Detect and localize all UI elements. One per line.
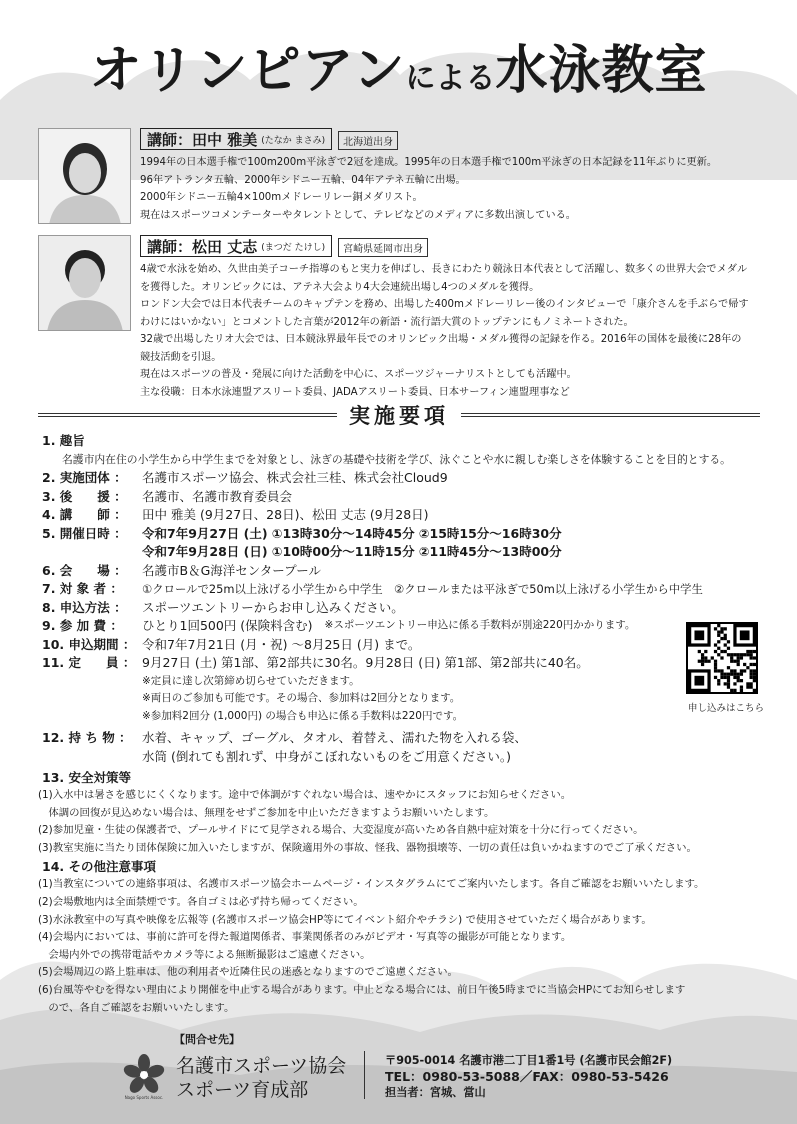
safety-heading: 13. 安全対策等 <box>42 770 131 785</box>
detail-label: 3. 後 援 ： <box>42 488 127 504</box>
detail-label: 1. 趣旨 <box>42 433 85 448</box>
detail-label: 4. 講 師 ： <box>42 507 127 522</box>
contact-block <box>120 1031 720 1111</box>
detail-label: 10. 申込期間 ： <box>42 636 136 652</box>
detail-label <box>42 543 142 562</box>
other-line: (1)当教室についての連絡事項は、名護市スポーツ協会ホームページ・インスタグラムにてご案内いたします。各自ご確認をお願いいたします。 <box>38 878 705 891</box>
contact-staff: 担当者：宮城、當山 <box>385 1086 486 1099</box>
contact-department: スポーツ育成部 <box>176 1079 309 1101</box>
svg-text:Nago Sports Assoc.: Nago Sports Assoc. <box>124 1095 164 1100</box>
bio-line: 現在はスポーツコメンテーターやタレントとして、テレビなどのメディアに多数出演している。 <box>140 209 576 221</box>
detail-value: ひとり1回500円 (保険料含む) <box>142 618 313 633</box>
detail-value: スポーツエントリーからお申し込みください。 <box>142 599 404 615</box>
detail-value: 令和7年9月28日 (日) ①10時00分～11時15分 ②11時45分～13時00分 <box>142 544 562 559</box>
instructor-name-box <box>140 128 332 150</box>
safety-line: (1)入水中は暑さを感じにくくなります。途中で体調がすぐれない場合は、速やかにスタッフにお知らせください。 <box>38 789 572 801</box>
bio-line: 96年アトランタ五輪、2000年シドニー五輪、04年アテネ五輪に出場。 <box>140 174 466 186</box>
capacity-note: ※定員に達し次第締め切らせていただきます。 <box>142 674 360 687</box>
instructor-photo <box>38 128 131 224</box>
section-heading <box>38 403 760 427</box>
other-line: (3)水泳教室中の写真や映像を広報等 (名護市スポーツ協会HP等にてイベント紹介やチラシ) で使用させていただく場合があります。 <box>38 913 652 926</box>
contact-details <box>385 1053 672 1101</box>
heading-rule-right <box>461 413 760 417</box>
contact-tag: 【問合せ先】 <box>174 1033 240 1046</box>
detail-row <box>42 562 772 581</box>
fee-note: ※スポーツエントリー申込に係る手数料が別途220円かかります。 <box>324 619 636 631</box>
detail-value: 水着、キャップ、ゴーグル、タオル、着替え、濡れた物を入れる袋、 <box>142 730 527 745</box>
detail-row <box>42 506 772 525</box>
detail-row <box>42 469 772 488</box>
instructor-kana: (たなか まさみ) <box>261 135 326 146</box>
detail-label: 8. 申込方法 ： <box>42 599 127 615</box>
capacity-note: ※両日のご参加も可能です。その場合、参加料は2回分となります。 <box>142 692 461 704</box>
details-list <box>42 432 772 766</box>
bio-line: 競技活動を引退。 <box>140 351 222 363</box>
detail-row <box>42 488 772 507</box>
detail-value: ①クロールで25m以上泳げる小学生から中学生 ②クロールまたは平泳ぎで50m以上泳げる小学生から中学生 <box>142 582 703 596</box>
other-line: (6)台風等やむを得ない理由により開催を中止する場合があります。中止となる場合には、前日午後5時までに当協会HPにてお知らせします <box>38 983 686 996</box>
other-line: 会場内外での携帯電話やカメラ等による無断撮影はご遠慮ください。 <box>38 948 371 961</box>
bio-line: 1994年の日本選手権で100m200m平泳ぎで2冠を達成。1995年の日本選手権で100m平泳ぎの日本記録を11年ぶりに更新。 <box>140 157 718 168</box>
capacity-notes <box>42 673 772 726</box>
detail-value: 名護市スポーツ協会、株式会社三桂、株式会社Cloud9 <box>142 470 448 485</box>
bio-line: 32歳で出場したリオ大会では、日本競泳界最年長でのオリンピック出場・メダル獲得の記録を作る。2016年の国体を最後に28年の <box>140 334 742 345</box>
bio-line: 2000年シドニー五輪4×100mメドレーリレー銅メダリスト。 <box>140 192 423 203</box>
detail-row <box>42 748 772 767</box>
title-main1: オリンピアン <box>89 41 406 101</box>
safety-line: (3)教室実施に当たり団体保険に加入いたしますが、保険適用外の事故、怪我、器物損壊等、一切の責任は負いかねますのでご了承ください。 <box>38 841 697 854</box>
instructor-origin: 宮崎県延岡市出身 <box>338 238 428 257</box>
detail-row <box>42 599 772 618</box>
bio-line: ロンドン大会では日本代表チームのキャプテンを務め、出場した400mメドレーリレー後のインタビューで「康介さんを手ぶらで帰す <box>140 299 749 310</box>
detail-row <box>42 729 772 748</box>
instructor-name: 講師：田中 雅美 <box>147 130 258 149</box>
notes-section <box>38 768 768 1017</box>
detail-label: 7. 対 象 者 ： <box>42 581 123 596</box>
detail-value: 名護市内在住の小学生から中学生までを対象とし、泳ぎの基礎や技術を学び、泳ぐことや水に親しむ楽しさを体験することを目的とする。 <box>62 452 731 466</box>
detail-value: 水筒 (倒れても割れず、中身がこぼれないものをご用意ください。) <box>142 748 511 764</box>
detail-label: 11. 定 員 ： <box>42 655 136 670</box>
detail-label: 12. 持 ち 物 ： <box>42 730 132 745</box>
detail-value: 令和7年9月27日 (土) ①13時30分～14時45分 ②15時15分～16時30分 <box>142 525 562 541</box>
instructor-bio <box>140 261 770 401</box>
section-title: 実施要項 <box>349 404 449 428</box>
title-connector: による <box>405 61 496 96</box>
capacity-note: ※参加料2回分 (1,000円) の場合も申込に係る手数料は220円です。 <box>142 709 464 722</box>
flyer-title <box>0 28 797 103</box>
detail-row <box>42 636 772 655</box>
bio-line: 主な役職：日本水泳連盟アスリート委員、JADAアスリート委員、日本サーフィン連盟理事など <box>140 386 570 398</box>
detail-value: 令和7年7月21日 (月・祝) ～8月25日 (月) まで。 <box>142 636 421 652</box>
detail-row <box>42 617 772 636</box>
qr-code[interactable] <box>686 622 758 694</box>
safety-line: (2)参加児童・生徒の保護者で、プールサイドにて見学される場合、大変湿度が高いため各自熱中症対策を十分に行ってください。 <box>38 824 644 837</box>
bio-line: 現在はスポーツの普及・発展に向けた活動を中心に、スポーツジャーナリストとしても活躍中。 <box>140 369 577 380</box>
detail-row <box>42 451 772 470</box>
contact-address: 〒905-0014 名護市港二丁目1番1号 (名護市民会館2F) <box>385 1054 673 1067</box>
heading-rule-left <box>38 413 337 417</box>
detail-value: 名護市B＆G海洋センタープール <box>142 562 322 578</box>
contact-phone: TEL：0980-53-5088／FAX：0980-53-5426 <box>385 1069 669 1084</box>
detail-label: 9. 参 加 費 ： <box>42 618 123 633</box>
contact-org: 名護市スポーツ協会 <box>176 1055 347 1077</box>
detail-value: 田中 雅美 (9月27日、28日)、松田 丈志 (9月28日) <box>142 507 429 522</box>
detail-row <box>42 432 772 451</box>
detail-value: 9月27日 (土) 第1部、第2部共に30名。9月28日 (日) 第1部、第2部共に40名。 <box>142 655 589 670</box>
other-heading: 14. その他注意事項 <box>42 859 156 875</box>
instructor-origin: 北海道出身 <box>338 131 398 150</box>
bio-line: を獲得した。オリンピックには、アテネ大会より4大会連続出場し4つのメダルを獲得。 <box>140 281 540 293</box>
instructor-name-box <box>140 235 332 257</box>
title-main2: 水泳教室 <box>495 41 708 101</box>
instructor-tanaka <box>38 128 768 228</box>
other-line: (2)会場敷地内は全面禁煙です。各自ゴミは必ず持ち帰ってください。 <box>38 895 364 908</box>
instructor-matsuda <box>38 235 768 398</box>
instructor-photo <box>38 235 131 331</box>
detail-label: 2. 実施団体 ： <box>42 470 127 485</box>
detail-row <box>42 580 772 599</box>
detail-label: 6. 会 場 ： <box>42 562 127 578</box>
other-line: (4)会場内においては、事前に許可を得た報道関係者、事業関係者のみがビデオ・写真等の撮影が可能となります。 <box>38 931 572 944</box>
detail-label: 5. 開催日時 ： <box>42 525 127 541</box>
association-logo-icon <box>120 1053 168 1101</box>
contact-divider <box>364 1051 365 1099</box>
detail-value: 名護市、名護市教育委員会 <box>142 488 293 504</box>
other-line: ので、各自ご確認をお願いいたします。 <box>38 1001 235 1014</box>
other-line: (5)会場周辺の路上駐車は、他の利用者や近隣住民の迷惑となりますのでご遠慮ください。 <box>38 966 458 979</box>
instructor-kana: (まつだ たけし) <box>261 242 326 253</box>
bio-line: 4歳で水泳を始め、久世由美子コーチ指導のもと実力を伸ばし、長きにわたり競泳日本代表として活躍し、数多くの世界大会でメダル <box>140 264 748 275</box>
safety-line: 体調の回復が見込めない場合は、無理をせずご参加を中止いただきますようお願いいたします。 <box>38 806 495 819</box>
instructor-bio <box>140 154 770 224</box>
detail-row <box>42 654 772 673</box>
bio-line: わけにはいかない」とコメントした言葉が2012年の新語・流行語大賞のトップテンにもノミネートされた。 <box>140 316 634 328</box>
instructor-name: 講師：松田 丈志 <box>147 237 258 256</box>
qr-caption: 申し込みはこちら <box>687 703 764 714</box>
detail-row <box>42 525 772 544</box>
detail-row <box>42 543 772 562</box>
